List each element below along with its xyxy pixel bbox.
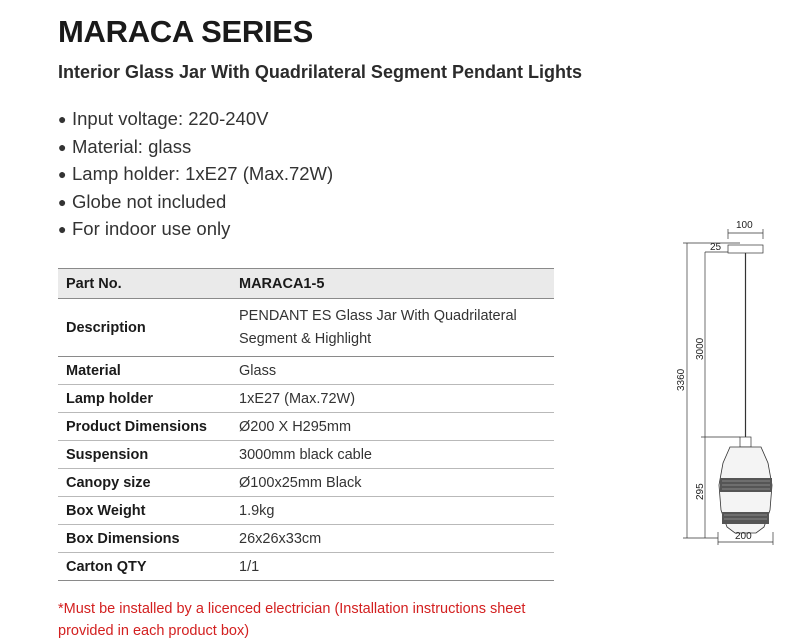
spec-value: Glass (239, 362, 277, 379)
description-line: Segment & Highlight (239, 330, 372, 347)
note-line: *Must be installed by a licenced electrician (Installation instructions sheet (58, 601, 526, 617)
table-row (58, 357, 554, 385)
dimension-drawing (660, 215, 800, 550)
feature-text: Input voltage: 220-240V (72, 108, 269, 129)
table-row (58, 385, 554, 413)
spec-label: Description (66, 319, 146, 336)
installation-note (58, 598, 568, 642)
spec-label: Box Dimensions (66, 530, 180, 547)
feature-list (58, 105, 333, 243)
spec-label: Product Dimensions (66, 418, 207, 435)
feature-item (58, 188, 333, 216)
table-row (58, 525, 554, 553)
spec-label: Material (66, 362, 121, 379)
feature-text: For indoor use only (72, 218, 231, 239)
spec-value: Ø100x25mm Black (239, 474, 362, 491)
table-row-part-no (58, 269, 554, 299)
bullet-icon: ● (58, 193, 67, 210)
table-row (58, 469, 554, 497)
spec-table (58, 268, 554, 581)
feature-text: Globe not included (72, 190, 227, 212)
bullet-icon: ● (58, 111, 67, 127)
dim-shade-width: 200 (735, 531, 752, 542)
spec-value: 1xE27 (Max.72W) (239, 390, 356, 407)
page-subtitle: Interior Glass Jar With Quadrilateral Segment Pendant Lights (58, 62, 582, 82)
bullet-icon: ● (58, 138, 67, 155)
feature-text: Material: glass (72, 135, 192, 157)
table-row (58, 413, 554, 441)
dim-shade-height: 295 (695, 483, 706, 500)
spec-value: MARACA1-5 (239, 275, 325, 292)
spec-label: Part No. (66, 275, 122, 292)
spec-value: 1.9kg (239, 502, 275, 519)
spec-value (231, 299, 554, 357)
spec-label: Suspension (66, 446, 149, 463)
dim-canopy-height: 25 (710, 242, 722, 253)
table-row (58, 441, 554, 469)
spec-label: Carton QTY (66, 558, 147, 575)
feature-item (58, 160, 333, 188)
table-row (58, 553, 554, 581)
table-row-description (58, 299, 554, 357)
spec-label: Box Weight (66, 502, 146, 519)
dim-cable-length: 3000 (695, 337, 706, 360)
dim-total-height: 3360 (676, 368, 687, 391)
spec-label: Canopy size (66, 474, 151, 491)
table-row (58, 497, 554, 525)
page-title: MARACA SERIES (58, 14, 314, 49)
note-line: provided in each product box) (58, 623, 250, 639)
spec-value: 26x26x33cm (239, 530, 322, 547)
feature-text: Lamp holder: 1xE27 (Max.72W) (72, 163, 334, 184)
feature-item (58, 133, 333, 161)
description-line: PENDANT ES Glass Jar With Quadrilateral (239, 307, 517, 324)
pendant-shade-icon (719, 447, 772, 533)
spec-value: 1/1 (239, 558, 260, 575)
bullet-icon: ● (58, 221, 67, 237)
dim-canopy-width: 100 (736, 220, 753, 231)
spec-value: 3000mm black cable (239, 446, 372, 463)
bullet-icon: ● (58, 166, 67, 182)
spec-label: Lamp holder (66, 390, 154, 407)
feature-item (58, 215, 333, 243)
spec-value: Ø200 X H295mm (239, 418, 352, 435)
feature-item (58, 105, 333, 133)
